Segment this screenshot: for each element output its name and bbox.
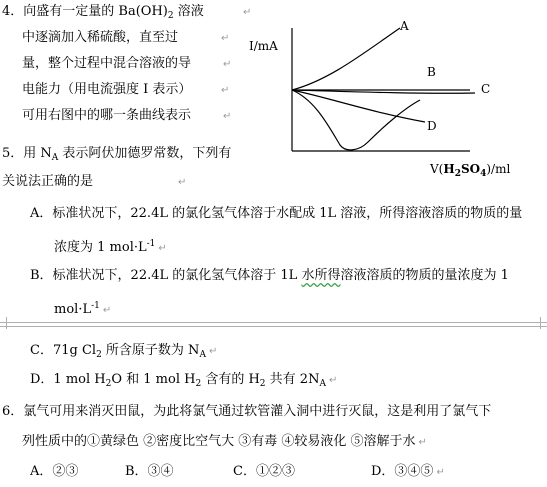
paragraph-mark: ↵ xyxy=(221,85,230,96)
curve-label-d: D xyxy=(427,119,437,133)
q5-option-d: D．1 mol $H_2O$ 和 1 mol $H_2$ 含有的 $H_2$ 共有 $2N_A$ ↵ xyxy=(30,372,338,389)
q4-line4: 电能力（用电流强度 I 表示） xyxy=(22,82,192,97)
curve-label-b: B xyxy=(427,65,436,79)
q4-line3: 量，整个过程中混合溶液的导 xyxy=(22,56,192,71)
q4-line5: 可用右图中的哪一条曲线表示 xyxy=(22,108,192,123)
q4-line1: 4．向盛有一定量的 $Ba(OH)_2$ 溶液 xyxy=(2,4,204,21)
page-break-corner xyxy=(540,317,541,329)
curve-label-a: A xyxy=(400,19,409,33)
paragraph-mark: ↵ xyxy=(178,177,187,188)
q5-option-b-line2: $mol\cdot L^{-1}$ ↵ xyxy=(54,301,112,317)
q4-line2: 中逐滴加入稀硫酸，直至过 xyxy=(22,30,179,45)
curve-valley xyxy=(292,90,420,150)
q6-option-b: B．③④ xyxy=(125,464,174,479)
curve-d xyxy=(292,90,425,122)
grammar-check-underline: 水所得 xyxy=(301,268,341,283)
q5-option-b-line1: B．标准状况下，22.4L 的氯化氢气体溶于 1L 水所得溶液溶质的物质的量浓度为 1 xyxy=(30,268,509,283)
x-axis-label: $V(H_2SO_4)/ml$ xyxy=(430,162,511,179)
q5-line2: 关说法正确的是 xyxy=(2,174,94,189)
q5-option-a-line1: A．标准状况下，22.4L 的氯化氢气体溶于水配成 1L 溶液，所得溶液溶质的物质的量 xyxy=(30,206,523,221)
q6-option-a: A．②③ xyxy=(30,464,79,479)
paragraph-mark: ↵ xyxy=(243,7,252,18)
curve-label-c: C xyxy=(481,82,491,96)
q6-option-c: C．①②③ xyxy=(233,464,295,479)
page-break xyxy=(0,322,547,327)
paragraph-mark: ↵ xyxy=(221,33,230,44)
paragraph-mark: ↵ xyxy=(223,111,232,122)
q6-line2: 列性质中的①黄绿色 ②密度比空气大 ③有毒 ④较易液化 ⑤溶解于水 ↵ xyxy=(22,434,427,449)
page-break-corner xyxy=(6,317,7,329)
paragraph-mark: ↵ xyxy=(223,59,232,70)
y-axis-label: I/mA xyxy=(249,39,278,53)
curve-a xyxy=(292,28,400,90)
q6-option-d: D．③④⑤ ↵ xyxy=(371,464,445,479)
q5-option-a-line2: 浓度为 1 $mol\cdot L^{-1}$ ↵ xyxy=(54,239,167,255)
q5-line1: 5．用 $N_A$ 表示阿伏加德罗常数，下列有 xyxy=(2,146,232,163)
q4-number: 4． xyxy=(2,4,24,19)
q5-option-c: C．71g $Cl_2$ 所含原子数为 $N_A$ ↵ xyxy=(30,343,218,360)
q6-line1: 6．氯气可用来消灭田鼠，为此将氯气通过软管灌入洞中进行灭鼠，这是利用了氯气下 xyxy=(2,404,492,419)
